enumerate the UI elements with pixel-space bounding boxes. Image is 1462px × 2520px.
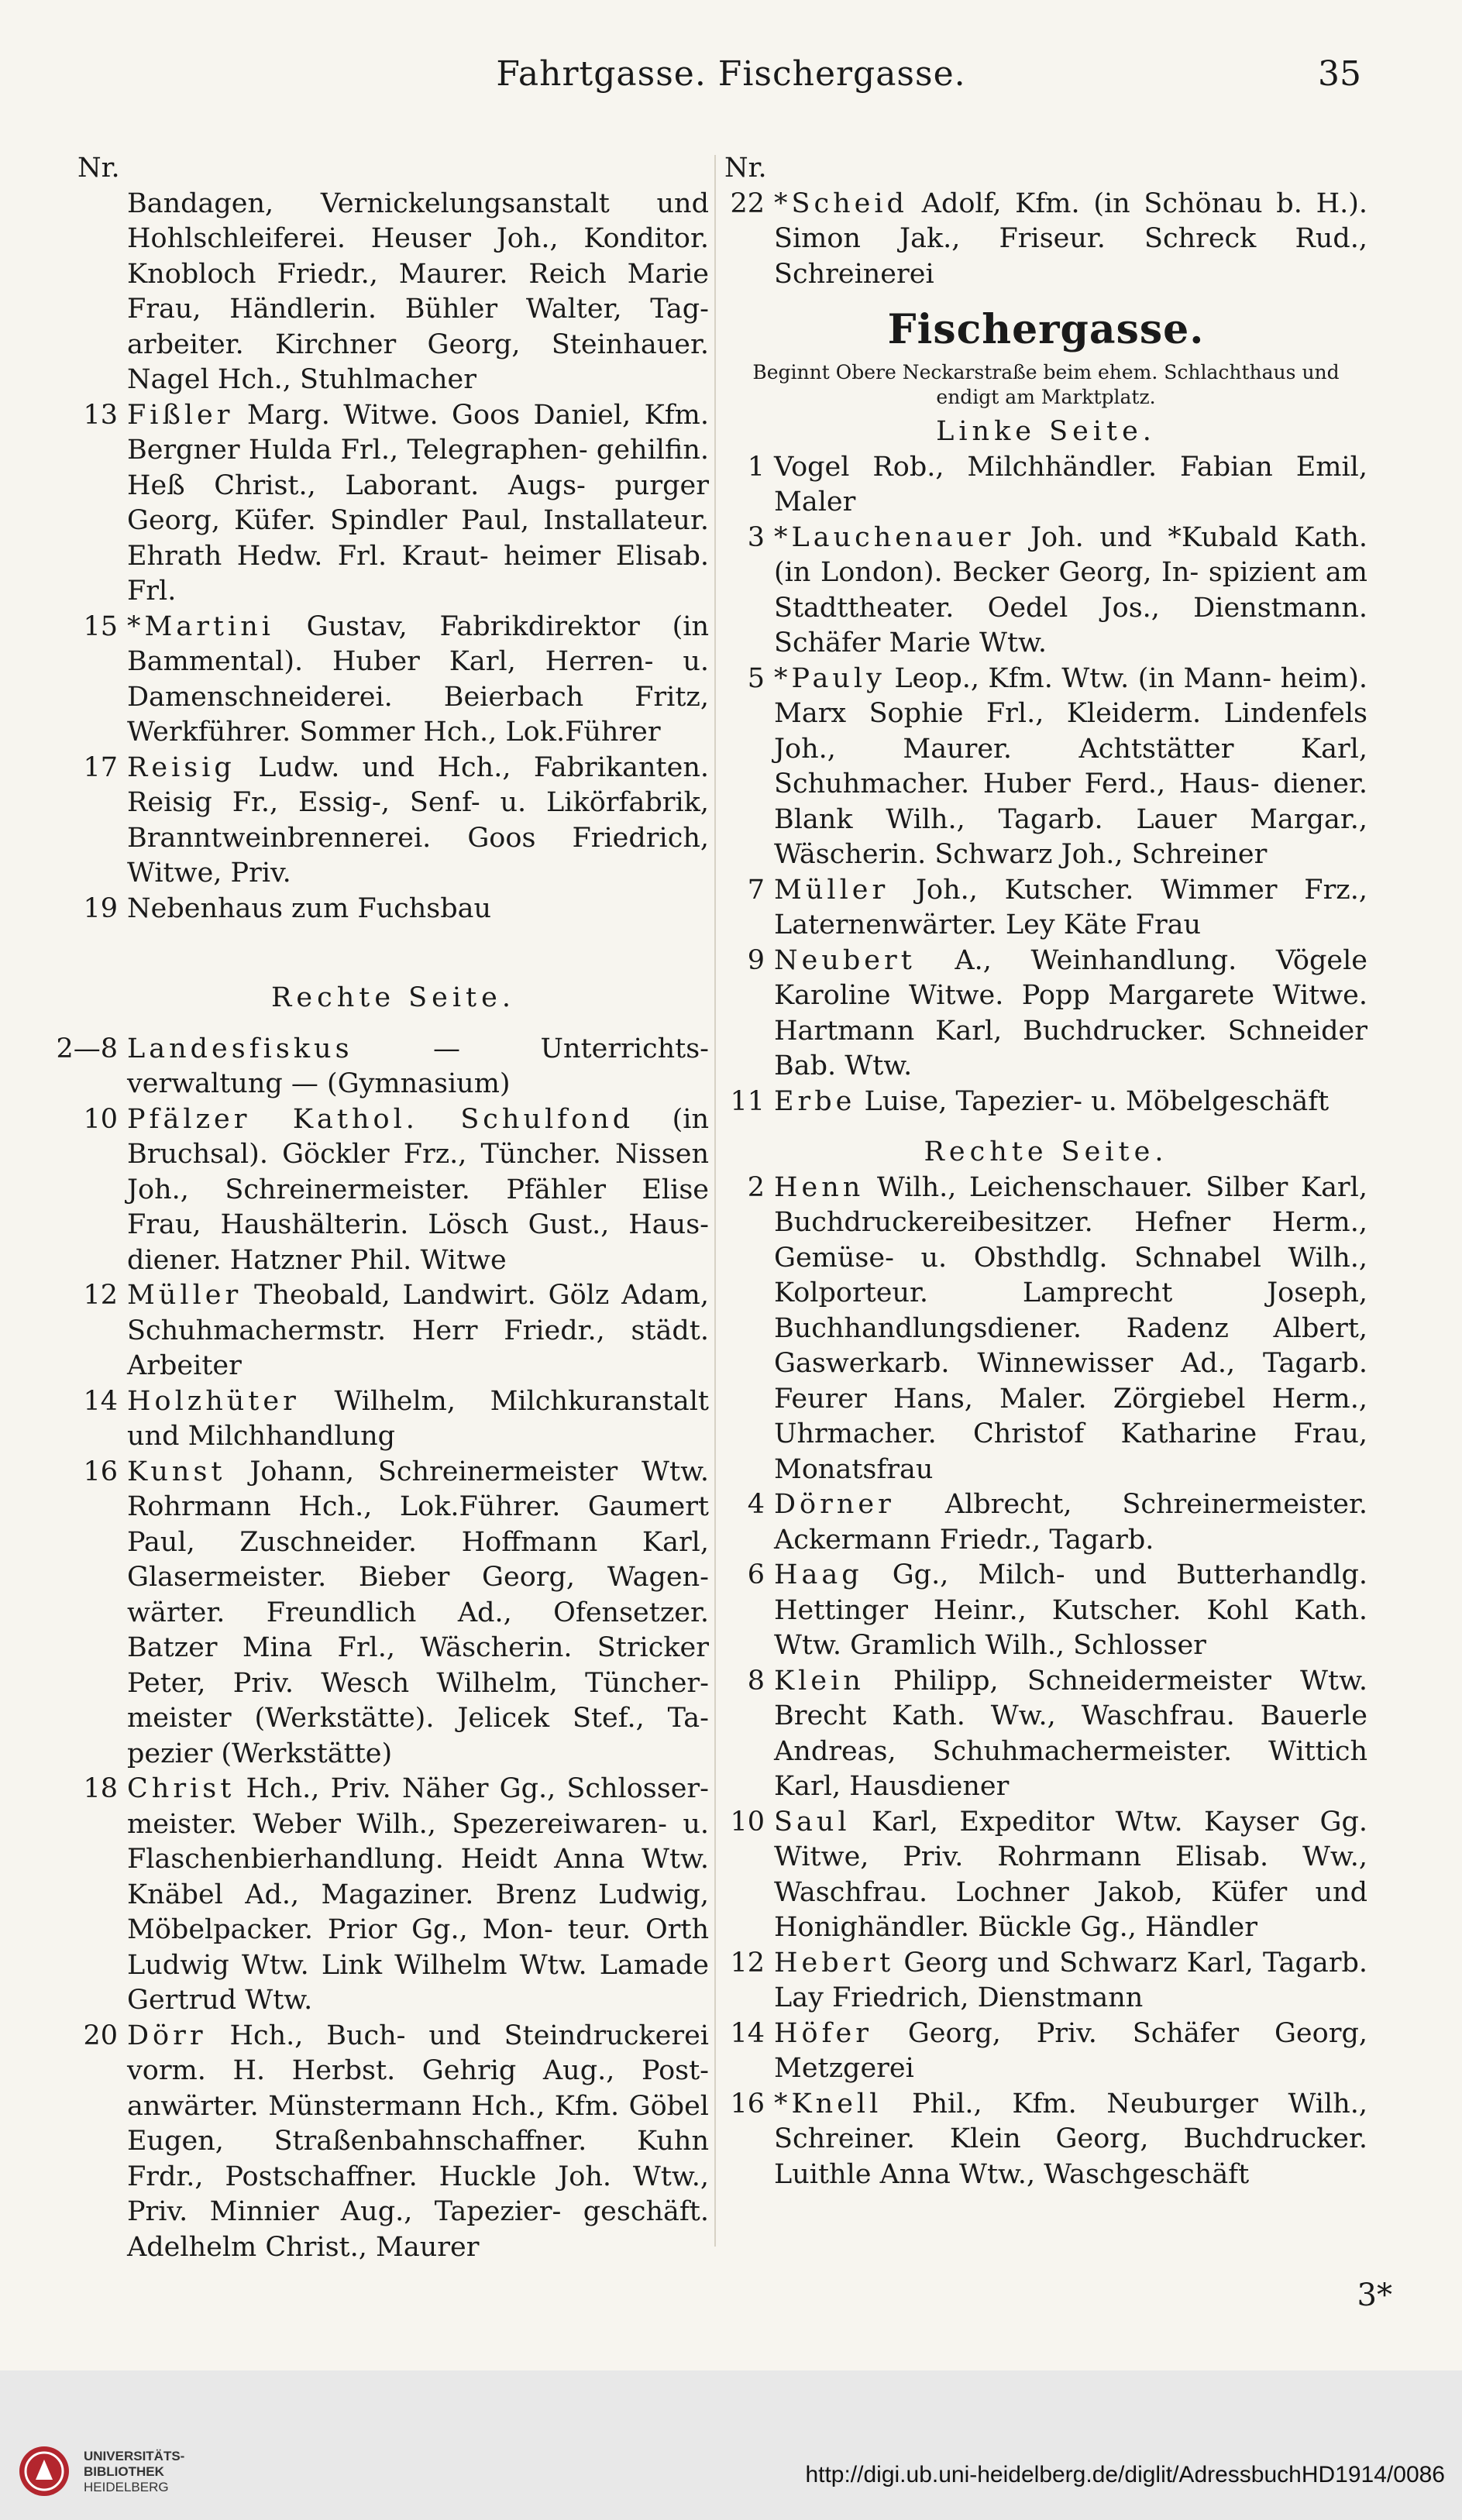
address-entry: [77, 1278, 709, 1384]
house-number: 9: [747, 944, 765, 976]
address-entry: [77, 892, 709, 927]
address-entry: [724, 1664, 1367, 1805]
house-number: 16: [83, 1456, 118, 1487]
owner-name: Reisig: [127, 751, 236, 783]
address-entry: [724, 944, 1367, 1085]
entry-text: Phil., Kfm. Neuburger Wilh., Schreiner. Klein Georg, Buchdrucker. Luithle Anna Wtw., Waschgeschäft: [774, 2088, 1367, 2190]
owner-name: *Scheid: [774, 187, 908, 219]
library-seal-icon: [17, 2444, 71, 2498]
right-column: [724, 151, 1367, 2192]
house-number: 4: [747, 1489, 765, 1520]
owner-name: Henn: [774, 1171, 865, 1203]
address-entry: [724, 2016, 1367, 2087]
owner-name: Höfer: [774, 2017, 872, 2049]
house-number: 18: [83, 1773, 118, 1804]
owner-name: Neubert: [774, 944, 916, 976]
nr-label: Nr.: [77, 153, 120, 184]
entry-text: Johann, Schreinermeister Wtw. Rohrmann Hch., Lok.Führer. Gaumert Paul, Zuschneider. Hoffmann Karl, Glasermeister. Bieber Georg, Wagen- wärter. Freundlich Ad., Ofensetzer. Batzer Mina Frl., Wäscherin. Stricker Peter, Priv. Wesch Wilhelm, Tüncher- meister (Werkstätte). Jelicek Stef., Ta- pezier (Werkstätte): [127, 1456, 709, 1769]
section-heading-right-side: Rechte Seite.: [924, 1136, 1168, 1167]
page-header: [0, 54, 1462, 124]
entry-text: Karl, Expeditor Wtw. Kayser Gg. Witwe, Priv. Rohrmann Elisab. Ww., Waschfrau. Lochner Jakob, Küfer und Honighändler. Bückle Gg., Händler: [774, 1806, 1367, 1943]
entry-text: Adolf, Kfm. (in Schönau b. H.). Simon Jak., Friseur. Schreck Rud., Schreinerei: [774, 187, 1367, 290]
owner-name: Fißler: [127, 399, 234, 431]
house-number: 10: [83, 1103, 118, 1135]
house-number: 19: [83, 892, 118, 924]
entry-text: Wilh., Leichenschauer. Silber Karl, Buchdruckereibesitzer. Hefner Herm., Gemüse- u. Obsthdlg. Schnabel Wilh., Kolporteur. Lamprecht Joseph, Buchhandlungsdiener. Radenz Albert, Gaswerkarb. Winnewisser Ad., Tagarb. Feurer Hans, Maler. Zörgiebel Herm., Uhrmacher. Christof Katharine Frau, Monatsfrau: [774, 1171, 1367, 1485]
entry-text: Wilhelm, Milchkuranstalt und Milchhandlung: [127, 1385, 709, 1452]
address-entry: [724, 662, 1367, 873]
entry-text: Leop., Kfm. Wtw. (in Mann- heim). Marx Sophie Frl., Kleiderm. Lindenfels Joh., Maurer. Achtstätter Karl, Schuhmacher. Huber Ferd., Haus- diener. Blank Wilh., Tagarb. Lauer Margar., Wäscherin. Schwarz Joh., Schreiner: [774, 662, 1367, 870]
logo-text: [84, 2449, 184, 2495]
house-number: 13: [83, 399, 118, 431]
entry-text: Joh., Kutscher. Wimmer Frz., Laternenwärter. Ley Käte Frau: [774, 874, 1367, 940]
owner-name: Erbe: [774, 1085, 856, 1117]
owner-name: Kunst: [127, 1456, 226, 1487]
house-number: 12: [83, 1280, 118, 1311]
entry-text: Marg. Witwe. Goos Daniel, Kfm. Bergner Hulda Frl., Telegraphen- gehilfin. Heß Christ., Laborant. Augs- purger Georg, Küfer. Spindler Paul, Installateur. Ehrath Hedw. Frl. Kraut- heimer Elisab. Frl.: [127, 399, 709, 607]
entry-text: Georg und Schwarz Karl, Tagarb. Lay Friedrich, Dienstmann: [774, 1947, 1367, 2013]
address-entry: [724, 450, 1367, 521]
owner-name: Christ: [127, 1773, 236, 1804]
house-number: 2: [747, 1171, 765, 1203]
house-number: 14: [83, 1385, 118, 1417]
house-number: 20: [83, 2020, 118, 2051]
address-entry: [77, 1102, 709, 1279]
house-number: 8: [747, 1665, 765, 1697]
entries-left-side: [724, 450, 1367, 1120]
logo-line: BIBLIOTHEK: [84, 2464, 164, 2479]
left-column: [56, 151, 709, 2265]
house-number: 2—8: [56, 1033, 118, 1064]
entry-text: (in Bruchsal). Göckler Frz., Tüncher. Nissen Joh., Schreinermeister. Pfähler Elise Frau, Haushälterin. Lösch Gust., Haus- diener. Hatzner Phil. Witwe: [127, 1103, 709, 1276]
owner-name: *Lauchenauer: [774, 521, 1015, 553]
house-number: 17: [83, 751, 118, 783]
owner-name: Saul: [774, 1806, 851, 1838]
house-number: 3: [747, 521, 765, 553]
address-entry: [77, 1772, 709, 2019]
address-entry: [724, 1946, 1367, 2016]
address-entry: [77, 398, 709, 610]
house-number: 22: [730, 187, 765, 219]
house-number: 1: [747, 451, 765, 483]
owner-name: Müller: [127, 1280, 243, 1311]
owner-name: Hebert: [774, 1947, 895, 1979]
owner-name: Dörr: [127, 2020, 207, 2051]
library-logo[interactable]: [17, 2444, 185, 2506]
house-number: 14: [730, 2017, 765, 2049]
entry-text: Gg., Milch- und Butterhandlg. Hettinger Heinr., Kutscher. Kohl Kath. Wtw. Gramlich Wilh., Schlosser: [774, 1559, 1367, 1661]
entry-text: Georg, Priv. Schäfer Georg, Metzgerei: [774, 2017, 1367, 2084]
address-entry: [724, 873, 1367, 944]
address-entry: [724, 1171, 1367, 1488]
house-number: 16: [730, 2088, 765, 2119]
address-entry: [724, 187, 1367, 293]
owner-name: Pfälzer Kathol. Schulfond: [127, 1103, 635, 1135]
owner-name: Klein: [774, 1665, 865, 1697]
address-entry: [724, 1487, 1367, 1558]
house-number: 7: [747, 874, 765, 906]
entries-bottom: [56, 1032, 709, 2266]
entry-text: Luise, Tapezier- u. Möbelgeschäft: [864, 1085, 1330, 1117]
nr-label: Nr.: [724, 153, 767, 184]
entry-text: — Unterrichts- verwaltung — (Gymnasium): [127, 1033, 709, 1099]
owner-name: *Pauly: [774, 662, 886, 694]
continuation-text: Bandagen, Vernickelungsanstalt und Hohlschleiferei. Heuser Joh., Konditor. Knobloch Friedr., Maurer. Reich Marie Frau, Händlerin. Bühler Walter, Tag- arbeiter. Kirchner Georg, Steinhauer. Nagel Hch., Stuhlmacher: [127, 187, 709, 395]
address-entry: [77, 2019, 709, 2266]
section-heading-right-side: Rechte Seite.: [271, 982, 515, 1013]
street-description: Beginnt Obere Neckarstraße beim ehem. Schlachthaus und endigt am Marktplatz.: [752, 361, 1340, 408]
address-entry: [724, 2087, 1367, 2193]
entry-text: Hch., Priv. Näher Gg., Schlosser- meister. Weber Wilh., Spezereiwaren- u. Flaschenbierhandlung. Heidt Anna Wtw. Knäbel Ad., Magaziner. Brenz Ludwig, Möbelpacker. Prior Gg., Mon- teur. Orth Ludwig Wtw. Link Wilhelm Wtw. Lamade Gertrud Wtw.: [127, 1773, 709, 2016]
address-entry: [56, 1032, 709, 1102]
entry-text: A., Weinhandlung. Vögele Karoline Witwe. Popp Margarete Witwe. Hartmann Karl, Buchdrucker. Schneider Bab. Wtw.: [774, 944, 1367, 1081]
entry-text: Joh. und *Kubald Kath. (in London). Becker Georg, In- spizient am Stadttheater. Oedel Jos., Dienstmann. Schäfer Marie Wtw.: [774, 521, 1367, 658]
owner-name: Landesfiskus: [127, 1033, 353, 1064]
house-number: 6: [747, 1559, 765, 1590]
owner-name: Holzhüter: [127, 1385, 300, 1417]
source-url-link[interactable]: http://digi.ub.uni-heidelberg.de/diglit/AdressbuchHD1914/0086: [805, 2462, 1445, 2487]
page-title: Fahrtgasse. Fischergasse.: [496, 54, 966, 94]
page-number: 35: [1318, 54, 1361, 94]
logo-line: HEIDELBERG: [84, 2480, 169, 2494]
address-entry: [724, 521, 1367, 662]
street-title: Fischergasse.: [887, 306, 1205, 353]
house-number: 12: [730, 1947, 765, 1979]
entries-right-side: [724, 1171, 1367, 2193]
entry-text: Hch., Buch- und Steindruckerei vorm. H. Herbst. Gehrig Aug., Post- anwärter. Münstermann Hch., Kfm. Göbel Eugen, Straßenbahnschaffner. Kuhn Frdr., Postschaffner. Huckle Joh. Wtw., Priv. Minnier Aug., Tapezier- geschäft. Adelhelm Christ., Maurer: [127, 2020, 709, 2263]
address-entry: [77, 1455, 709, 1772]
house-number: 5: [747, 662, 765, 694]
address-entry: [724, 1085, 1367, 1120]
address-entry: [77, 751, 709, 892]
signature-mark: 3*: [1357, 2278, 1392, 2313]
viewer-footer: [0, 2370, 1462, 2520]
logo-line: UNIVERSITÄTS-: [84, 2449, 185, 2463]
entry-text: Theobald, Landwirt. Gölz Adam, Schuhmachermstr. Herr Friedr., städt. Arbeiter: [127, 1280, 709, 1381]
entry-text: Albrecht, Schreinermeister. Ackermann Friedr., Tagarb.: [774, 1489, 1367, 1556]
address-entry: [724, 1558, 1367, 1664]
owner-name: Müller: [774, 874, 889, 906]
entries-top: [77, 398, 709, 927]
owner-name: Haag: [774, 1559, 863, 1590]
column-divider: [714, 155, 716, 2247]
entry-text: Ludw. und Hch., Fabrikanten. Reisig Fr., Essig-, Senf- u. Likörfabrik, Branntweinbrennerei. Goos Friedrich, Witwe, Priv.: [127, 751, 709, 889]
entry-text: Gustav, Fabrikdirektor (in Bammental). Huber Karl, Herren- u. Damenschneiderei. Beierbach Fritz, Werkführer. Sommer Hch., Lok.Führer: [127, 610, 709, 748]
owner-name: *Martini: [127, 610, 274, 642]
address-entry: [77, 610, 709, 751]
entry-text: Philipp, Schneidermeister Wtw. Brecht Kath. Ww., Waschfrau. Bauerle Andreas, Schuhmachermeister. Wittich Karl, Hausdiener: [774, 1665, 1367, 1802]
address-entry: [77, 1384, 709, 1455]
house-number: 15: [83, 610, 118, 642]
house-number: 10: [730, 1806, 765, 1838]
owner-name: Dörner: [774, 1489, 895, 1520]
address-entry: [724, 1805, 1367, 1946]
entry-text: Vogel Rob., Milchhändler. Fabian Emil, Maler: [774, 451, 1367, 517]
section-heading-left-side: Linke Seite.: [936, 416, 1156, 447]
owner-name: *Knell: [774, 2088, 882, 2119]
entry-text: Nebenhaus zum Fuchsbau: [127, 892, 492, 924]
house-number: 11: [730, 1085, 765, 1117]
